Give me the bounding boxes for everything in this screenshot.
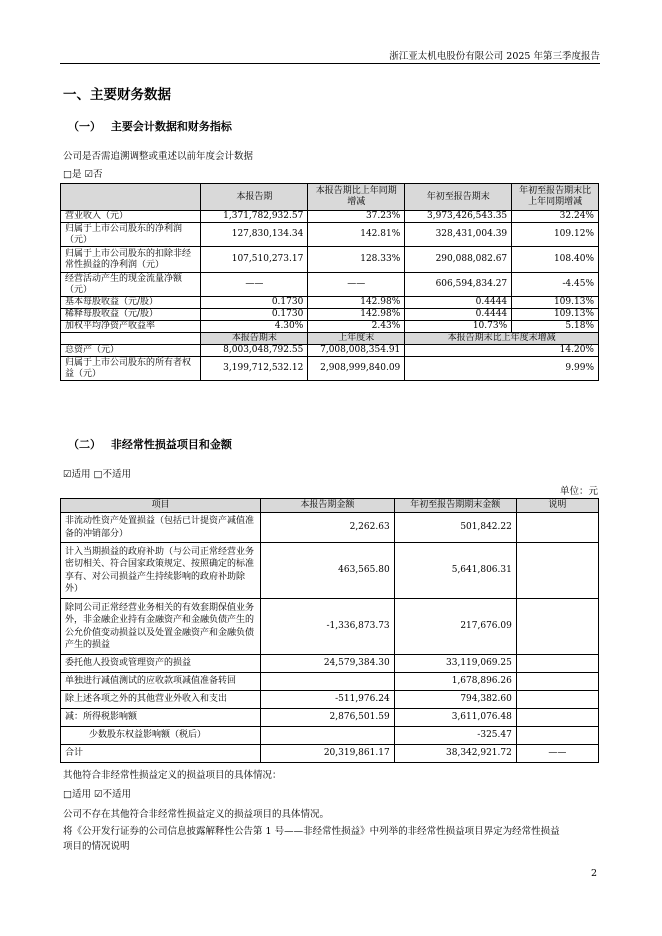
table-cell: -511,976.24 (261, 691, 394, 709)
table-cell: 501,842.22 (394, 513, 516, 543)
paragraph-classification-note-line1: 将《公开发行证券的公司信息披露解释性公告第 1 号——非经常性损益》中列举的非经常性损益项目界定为经常性损益 (63, 826, 560, 837)
table-row (61, 247, 599, 273)
table-cell: 794,382.60 (394, 691, 516, 709)
row-label: 计入当期损益的政府补助（与公司正常经营业务密切相关、符合国家政策规定、按照确定的标准享有、对公司损益产生持续影响的政府补助除外） (61, 543, 261, 599)
table-header-cell: 说明 (516, 499, 598, 513)
row-label: 除同公司正常经营业务相关的有效套期保值业务外，非金融企业持有金融资产和金融负债产生的公允价值变动损益以及处置金融资产和金融负债产生的损益 (61, 599, 261, 655)
table-cell: 32.24% (512, 211, 599, 223)
row-label: 总资产（元） (61, 345, 201, 357)
table-cell: 127,830,134.34 (201, 223, 308, 247)
report-header: 浙江亚太机电股份有限公司 2025 年第三季度报告 (389, 51, 600, 62)
table-header-cell: 本报告期 (201, 184, 308, 211)
table-header-cell (61, 333, 201, 345)
page-number: 2 (590, 868, 597, 879)
table-cell: -4.45% (512, 273, 599, 297)
table-cell (516, 513, 598, 543)
row-label: 减：所得税影响额 (61, 709, 261, 727)
table-header-row (61, 333, 599, 345)
key-financial-table (60, 183, 599, 381)
table-cell: —— (308, 273, 405, 297)
table-cell: 8,003,048,792.55 (201, 345, 308, 357)
row-label: 归属于上市公司股东的净利润（元） (61, 223, 201, 247)
table-cell: 1,678,896.26 (394, 673, 516, 691)
table-row (61, 655, 599, 673)
subsection-title-nonrecurring: （二） 非经常性损益项目和金额 (68, 438, 232, 451)
table-header-cell: 年初至报告期末 (405, 184, 512, 211)
table-row (61, 357, 599, 381)
row-label: 少数股东权益影响额（税后） (61, 727, 261, 745)
table-cell: 0.1730 (201, 309, 308, 321)
table-row (61, 691, 599, 709)
paragraph-no-other-items: 公司不存在其他符合非经常性损益定义的损益项目的具体情况。 (63, 809, 330, 820)
table-row-total (61, 745, 599, 763)
table-cell: 7,008,008,354.91 (308, 345, 405, 357)
subsection-title-accounting-data: （一） 主要会计数据和财务指标 (68, 120, 232, 133)
table-header-cell: 本报告期末比上年度末增减 (405, 333, 599, 345)
table-cell: -1,336,873.73 (261, 599, 394, 655)
table-row (61, 543, 599, 599)
table-cell: 2,876,501.59 (261, 709, 394, 727)
table-cell (261, 727, 394, 745)
table-header-cell: 本报告期比上年同期增减 (308, 184, 405, 211)
table-cell: 14.20% (405, 345, 599, 357)
table-cell: 463,565.80 (261, 543, 394, 599)
table-cell: 217,676.09 (394, 599, 516, 655)
table-cell (261, 673, 394, 691)
table-cell: 20,319,861.17 (261, 745, 394, 763)
table-cell: 0.4444 (405, 309, 512, 321)
table-cell: 0.4444 (405, 297, 512, 309)
row-label: 单独进行减值测试的应收款项减值准备转回 (61, 673, 261, 691)
table-cell: 37.23% (308, 211, 405, 223)
table-cell (516, 709, 598, 727)
table-row (61, 321, 599, 333)
row-label: 非流动性资产处置损益（包括已计提资产减值准备的冲销部分） (61, 513, 261, 543)
table-cell: 290,088,082.67 (405, 247, 512, 273)
table-row (61, 211, 599, 223)
table-cell: 1,371,782,932.57 (201, 211, 308, 223)
table-cell: —— (516, 745, 598, 763)
table-cell: 3,611,076.48 (394, 709, 516, 727)
table-cell (516, 599, 598, 655)
table-cell (516, 543, 598, 599)
table-cell: 5,641,806.31 (394, 543, 516, 599)
table-cell (516, 727, 598, 745)
table-cell: 33,119,069.25 (394, 655, 516, 673)
table-cell (516, 691, 598, 709)
table-cell: 142.81% (308, 223, 405, 247)
table-header-cell (61, 184, 201, 211)
row-label: 归属于上市公司股东的所有者权益（元） (61, 357, 201, 381)
table-cell: -325.47 (394, 727, 516, 745)
table-cell: —— (201, 273, 308, 297)
table-cell: 109.13% (512, 297, 599, 309)
table-row (61, 673, 599, 691)
table-cell: 606,594,834.27 (405, 273, 512, 297)
section-title-financial-data: 一、主要财务数据 (63, 87, 171, 103)
table-row (61, 223, 599, 247)
table-cell (516, 655, 598, 673)
applicable-checkboxes: ☑适用 □不适用 (63, 469, 132, 480)
other-applicable-checkboxes: □适用 ☑不适用 (63, 789, 132, 800)
table-cell: 0.1730 (201, 297, 308, 309)
table-cell: 107,510,273.17 (201, 247, 308, 273)
header-rule (60, 63, 600, 64)
table-cell: 142.98% (308, 309, 405, 321)
table-header-row (61, 499, 599, 513)
row-label: 基本每股收益（元/股） (61, 297, 201, 309)
table-row (61, 345, 599, 357)
table-row (61, 599, 599, 655)
table-cell: 24,579,384.30 (261, 655, 394, 673)
table-header-cell: 上年度末 (308, 333, 405, 345)
row-label: 除上述各项之外的其他营业外收入和支出 (61, 691, 261, 709)
unit-label: 单位：元 (559, 486, 598, 497)
table-cell: 9.99% (405, 357, 599, 381)
table-cell: 2.43% (308, 321, 405, 333)
row-label: 加权平均净资产收益率 (61, 321, 201, 333)
table-header-cell: 年初至报告期期末金额 (394, 499, 516, 513)
row-label: 稀释每股收益（元/股） (61, 309, 201, 321)
table-cell: 4.30% (201, 321, 308, 333)
table-row (61, 513, 599, 543)
table-cell: 142.98% (308, 297, 405, 309)
table-cell: 2,262.63 (261, 513, 394, 543)
other-items-note: 其他符合非经常性损益定义的损益项目的具体情况： (63, 770, 282, 781)
table-row (61, 297, 599, 309)
table-row (61, 709, 599, 727)
table-header-cell: 本报告期末 (201, 333, 308, 345)
table-cell (516, 673, 598, 691)
table-cell: 328,431,004.39 (405, 223, 512, 247)
row-label: 归属于上市公司股东的扣除非经常性损益的净利润（元） (61, 247, 201, 273)
table-header-cell: 本报告期金额 (261, 499, 394, 513)
table-header-row (61, 184, 599, 211)
table-cell: 10.73% (405, 321, 512, 333)
table-cell: 3,199,712,532.12 (201, 357, 308, 381)
row-label: 营业收入（元） (61, 211, 201, 223)
table-header-cell: 年初至报告期末比上年同期增减 (512, 184, 599, 211)
table-cell: 3,973,426,543.35 (405, 211, 512, 223)
table-cell: 38,342,921.72 (394, 745, 516, 763)
table-row (61, 727, 599, 745)
table-row (61, 309, 599, 321)
table-cell: 109.12% (512, 223, 599, 247)
row-label: 合计 (61, 745, 261, 763)
restate-question: 公司是否需追溯调整或重述以前年度会计数据 (63, 151, 254, 162)
table-row (61, 273, 599, 297)
table-cell: 5.18% (512, 321, 599, 333)
table-cell: 109.13% (512, 309, 599, 321)
table-header-cell: 项目 (61, 499, 261, 513)
table-cell: 2,908,999,840.09 (308, 357, 405, 381)
table-cell: 108.40% (512, 247, 599, 273)
table-cell: 128.33% (308, 247, 405, 273)
nonrecurring-table (60, 498, 599, 763)
paragraph-classification-note-line2: 项目的情况说明 (63, 841, 130, 852)
row-label: 经营活动产生的现金流量净额（元） (61, 273, 201, 297)
row-label: 委托他人投资或管理资产的损益 (61, 655, 261, 673)
restate-answer-checkboxes: □是 ☑否 (63, 169, 103, 180)
